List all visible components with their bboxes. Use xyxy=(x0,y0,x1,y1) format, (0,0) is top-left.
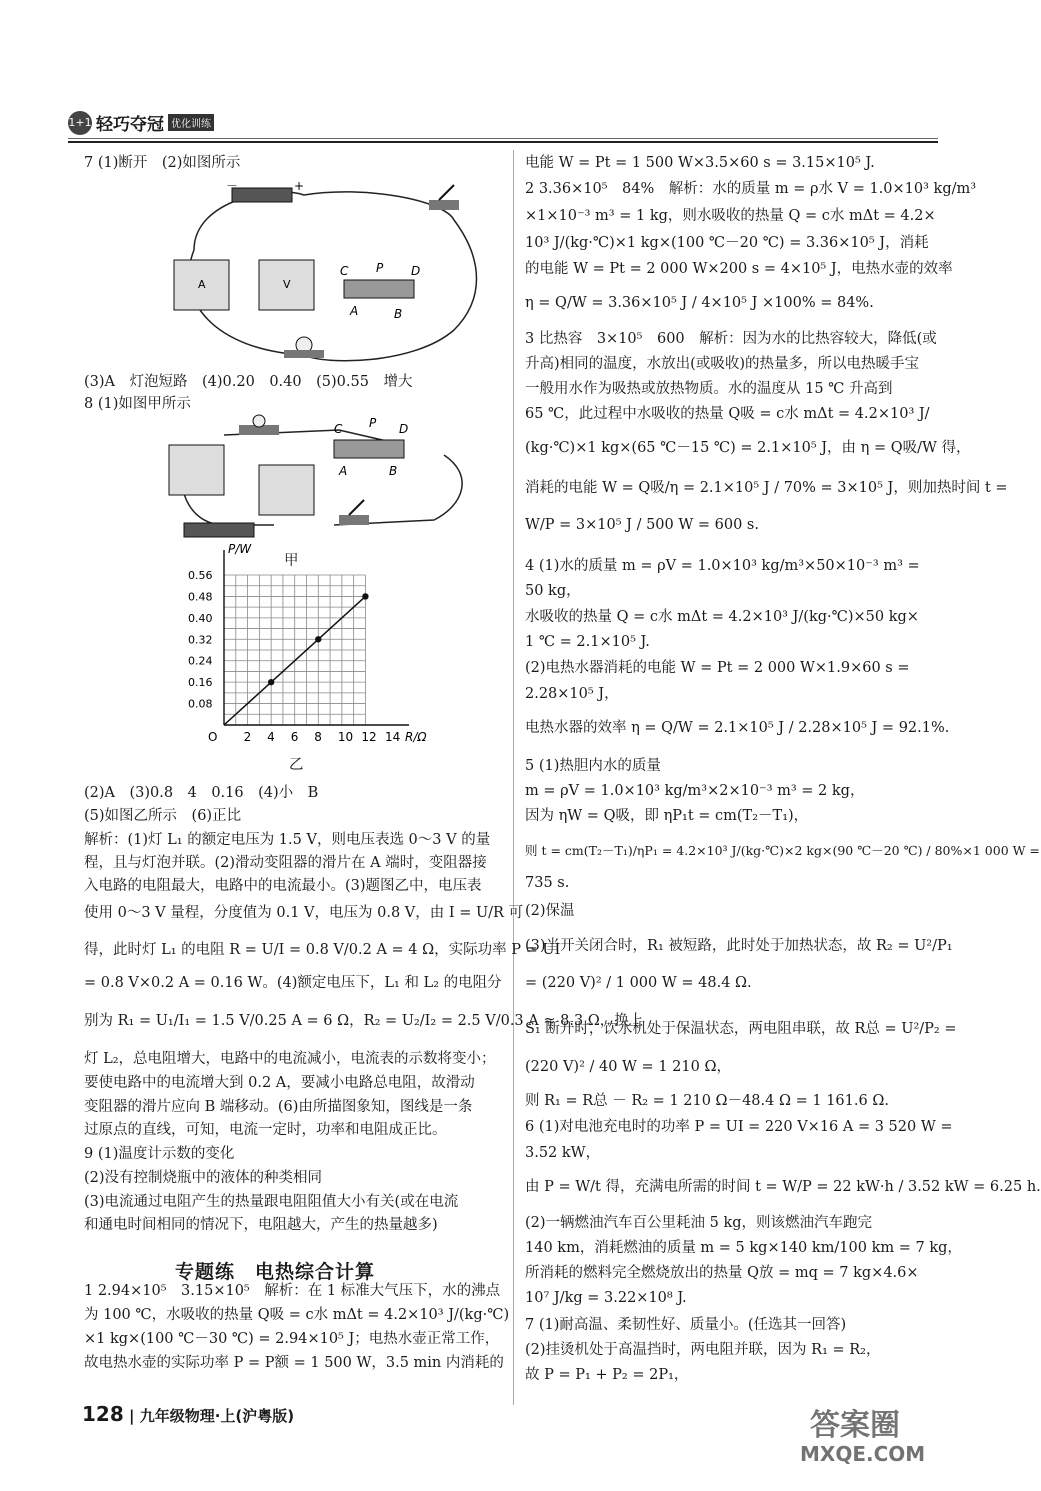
r-line34: 由 P = W/t 得，充满电所需的时间 t = W/P = 22 kW·h / 3.52 kW = 6.25 h. xyxy=(525,1179,1041,1195)
r-line2: 2 3.36×10⁵ 84% 解析：水的质量 m = ρ水 V = 1.0×10³ kg/m³ xyxy=(525,181,977,197)
figure-jia-caption: 甲 xyxy=(284,553,299,569)
r-line10: 65 ℃，此过程中水吸收的热量 Q吸 = c水 mΔt = 4.2×10³ J/ xyxy=(525,406,930,422)
book-title: 九年级物理·上(沪粤版) xyxy=(139,1407,295,1425)
r-line3: ×1×10⁻³ m³ = 1 kg，则水吸收的热量 Q = c水 mΔt = 4.2× xyxy=(525,208,936,224)
logo-icon: 1+1 xyxy=(68,111,92,135)
rheostat8-label-d: D xyxy=(399,422,409,436)
page-number: 128 xyxy=(82,1402,124,1426)
r-line9: 一般用水作为吸热或放热物质。水的温度从 15 ℃ 升高到 xyxy=(525,381,893,397)
x-tick-label: 12 xyxy=(361,730,377,744)
r-line7: 3 比热容 3×10⁵ 600 解析：因为水的比热容较大，降低(或 xyxy=(525,331,937,347)
r-line30: (220 V)² / 40 W = 1 210 Ω， xyxy=(525,1059,731,1075)
voltmeter-icon-8 xyxy=(259,465,314,515)
r-line12: 消耗的电能 W = Q吸/η = 2.1×10⁵ J / 70% = 3×10⁵ J，则加热时间 t = xyxy=(525,480,1008,496)
rheostat8-label-p: P xyxy=(369,416,377,430)
column-divider xyxy=(513,150,514,1405)
r-line33: 3.52 kW， xyxy=(525,1145,601,1161)
analysis-8-line1: 解析：(1)灯 L₁ 的额定电压为 1.5 V，则电压表选 0～3 V 的量 xyxy=(84,832,491,848)
r-line28: = (220 V)² / 1 000 W = 48.4 Ω. xyxy=(525,975,752,991)
circuit-diagram-8 xyxy=(164,415,484,545)
r-line41: 故 P = P₁ + P₂ = 2P₁， xyxy=(525,1367,689,1383)
r-line27: (3)当开关闭合时，R₁ 被短路，此时处于加热状态，故 R₂ = U²/P₁ xyxy=(525,938,953,954)
header-rule xyxy=(68,138,938,139)
analysis-8-line9: 要使电路中的电流增大到 0.2 A，要减小电路总电阻，故滑动 xyxy=(84,1075,475,1091)
y-axis-label: P/W xyxy=(228,542,252,556)
voltmeter-label: V xyxy=(283,278,291,291)
topic1-line3: ×1 kg×(100 ℃－30 ℃) = 2.94×10⁵ J；电热水壶正常工作， xyxy=(84,1331,500,1347)
switch-icon-8 xyxy=(339,515,369,525)
r-line35: (2)一辆燃油汽车百公里耗油 5 kg，则该燃油汽车跑完 xyxy=(525,1215,873,1231)
rheostat8-label-c: C xyxy=(334,422,343,436)
analysis-8-line6: = 0.8 V×0.2 A = 0.16 W。(4)额定电压下，L₁ 和 L₂ 的电阻分 xyxy=(84,975,502,991)
answer-9-line1: 9 (1)温度计示数的变化 xyxy=(84,1146,235,1162)
r-line36: 140 km，消耗燃油的质量 m = 5 kg×140 km/100 km = 7 kg， xyxy=(525,1240,962,1256)
r-line20: 电热水器的效率 η = Q/W = 2.1×10⁵ J / 2.28×10⁵ J = 92.1%. xyxy=(525,720,950,736)
answer-8-line1: 8 (1)如图甲所示 xyxy=(84,396,191,412)
r-line25: 735 s. xyxy=(525,875,570,891)
series-logo xyxy=(68,110,214,135)
r-line21: 5 (1)热胆内水的质量 xyxy=(525,758,661,774)
answer-9-line4: 和通电时间相同的情况下，电阻越大，产生的热量越多) xyxy=(84,1217,438,1233)
r-line4: 10³ J/(kg·℃)×1 kg×(100 ℃－20 ℃) = 3.36×10⁵ J，消耗 xyxy=(525,235,929,251)
circuit-diagram-7 xyxy=(154,180,484,370)
rheostat8-label-b: B xyxy=(389,464,398,478)
r-line29: S₁ 断开时，饮水机处于保温状态，两电阻串联，故 R总 = U²/P₂ = xyxy=(525,1021,957,1037)
topic1-line4: 故电热水壶的实际功率 P = P额 = 1 500 W，3.5 min 内消耗的 xyxy=(84,1355,504,1371)
r-line22: m = ρV = 1.0×10³ kg/m³×2×10⁻³ m³ = 2 kg， xyxy=(525,783,865,799)
r-line23: 因为 ηW = Q吸，即 ηP₁t = cm(T₂－T₁)， xyxy=(525,808,809,824)
r-line5: 的电能 W = Pt = 2 000 W×200 s = 4×10⁵ J，电热水壶的效率 xyxy=(525,261,953,277)
r-line14: 4 (1)水的质量 m = ρV = 1.0×10³ kg/m³×50×10⁻³ m³ = xyxy=(525,558,920,574)
chart-marks xyxy=(224,593,369,725)
answer-7-line1: 7 (1)断开 (2)如图所示 xyxy=(84,155,241,171)
x-tick-label: O xyxy=(208,730,218,744)
answer-8-line3: (5)如图乙所示 (6)正比 xyxy=(84,808,242,824)
power-resistance-chart xyxy=(184,542,427,760)
battery-icon xyxy=(232,188,292,202)
x-tick-label: 10 xyxy=(337,730,354,744)
r-line6: η = Q/W = 3.36×10⁵ J / 4×10⁵ J ×100% = 84%. xyxy=(525,295,874,311)
analysis-8-line11: 过原点的直线，可知，电流一定时，功率和电阻成正比。 xyxy=(84,1122,447,1138)
header-rule-thick xyxy=(68,141,938,143)
analysis-8-line8: 灯 L₂，总电阻增大，电路中的电流减小，电流表的示数将变小； xyxy=(84,1051,496,1067)
battery-minus: － xyxy=(226,179,239,193)
analysis-8-line5: 得，此时灯 L₁ 的电阻 R = U/I = 0.8 V/0.2 A = 4 Ω，实际功率 P = UI xyxy=(84,942,561,958)
topic1-line2: 为 100 ℃，水吸收的热量 Q吸 = c水 mΔt = 4.2×10³ J/(kg·℃) xyxy=(84,1307,510,1323)
answer-9-line3: (3)电流通过电阻产生的热量跟电阻阻值大小有关(或在电流 xyxy=(84,1194,459,1210)
r-line40: (2)挂烫机处于高温挡时，两电阻并联，因为 R₁ = R₂， xyxy=(525,1342,881,1358)
footer-divider: | xyxy=(128,1407,135,1425)
rheostat8-label-a: A xyxy=(339,464,348,478)
section-title: 专题练 电热综合计算 xyxy=(175,1261,376,1283)
r-line1: 电能 W = Pt = 1 500 W×3.5×60 s = 3.15×10⁵ J. xyxy=(525,155,875,171)
chart-ticks xyxy=(188,569,400,744)
data-point xyxy=(315,636,321,642)
r-line16: 水吸收的热量 Q = c水 mΔt = 4.2×10³ J/(kg·℃)×50 kg× xyxy=(525,609,919,625)
rheostat-label-d: D xyxy=(411,264,421,278)
series-subtitle: 优化训练 xyxy=(168,114,214,131)
y-tick-label: 0.56 xyxy=(188,569,213,582)
y-tick-label: 0.32 xyxy=(188,633,213,647)
y-tick-label: 0.16 xyxy=(188,676,213,690)
ammeter-icon-8 xyxy=(169,445,224,495)
x-tick-label: 2 xyxy=(243,730,252,744)
x-tick-label: 4 xyxy=(267,730,275,744)
answer-7-line2: (3)A 灯泡短路 (4)0.20 0.40 (5)0.55 增大 xyxy=(84,374,413,390)
answer-9-line2: (2)没有控制烧瓶中的液体的种类相同 xyxy=(84,1170,323,1186)
r-line13: W/P = 3×10⁵ J / 500 W = 600 s. xyxy=(525,517,759,533)
analysis-8-line4: 使用 0～3 V 量程，分度值为 0.1 V，电压为 0.8 V，由 I = U/R 可 xyxy=(84,905,524,921)
r-line17: 1 ℃ = 2.1×10⁵ J. xyxy=(525,634,650,650)
ammeter-label: A xyxy=(198,278,206,291)
r-line15: 50 kg， xyxy=(525,583,581,599)
topic1-line1: 1 2.94×10⁵ 3.15×10⁵ 解析：在 1 标准大气压下，水的沸点 xyxy=(84,1283,501,1299)
r-line11: (kg·℃)×1 kg×(65 ℃－15 ℃) = 2.1×10⁵ J，由 η = Q吸/W 得， xyxy=(525,440,971,456)
y-tick-label: 0.24 xyxy=(188,654,213,668)
r-line38: 10⁷ J/kg = 3.22×10⁸ J. xyxy=(525,1290,687,1306)
battery-icon-8 xyxy=(184,523,254,537)
r-line19: 2.28×10⁵ J， xyxy=(525,686,619,702)
r-line32: 6 (1)对电池充电时的功率 P = UI = 220 V×16 A = 3 520 W = xyxy=(525,1119,953,1135)
page-footer xyxy=(82,1402,294,1426)
x-tick-label: 14 xyxy=(385,730,401,744)
rheostat-label-b: B xyxy=(394,307,403,321)
switch-icon xyxy=(429,200,459,210)
chart-axes xyxy=(224,542,427,744)
r-line39: 7 (1)耐高温、柔韧性好、质量小。(任选其一回答) xyxy=(525,1317,847,1333)
r-line37: 所消耗的燃料完全燃烧放出的热量 Q放 = mq = 7 kg×4.6× xyxy=(525,1265,919,1281)
rheostat-label-p: P xyxy=(376,261,384,275)
y-tick-label: 0.08 xyxy=(188,697,213,711)
x-tick-label: 6 xyxy=(290,730,299,744)
answer-8-line2: (2)A (3)0.8 4 0.16 (4)小 B xyxy=(84,785,319,801)
analysis-8-line2: 程，且与灯泡并联。(2)滑动变阻器的滑片在 A 端时，变阻器接 xyxy=(84,855,487,871)
data-point xyxy=(362,593,368,599)
data-point xyxy=(268,679,274,685)
rheostat-icon xyxy=(344,280,414,298)
rheostat-icon-8 xyxy=(334,440,404,458)
y-tick-label: 0.40 xyxy=(188,611,213,625)
analysis-8-line10: 变阻器的滑片应向 B 端移动。(6)由所描图象知，图线是一条 xyxy=(84,1099,473,1115)
r-line8: 升高)相同的温度，水放出(或吸收)的热量多，所以电热暖手宝 xyxy=(525,356,919,372)
watermark-url: MXQE.COM xyxy=(800,1442,926,1466)
page-header xyxy=(68,110,938,150)
r-line26: (2)保温 xyxy=(525,903,575,919)
watermark-logo: 答案圈 xyxy=(810,1408,900,1443)
r-line31: 则 R₁ = R总 － R₂ = 1 210 Ω－48.4 Ω = 1 161.6 Ω. xyxy=(525,1093,889,1109)
chart-grid xyxy=(224,575,365,725)
rheostat-label-a: A xyxy=(350,304,359,318)
rheostat-label-c: C xyxy=(340,264,349,278)
r-line24: 则 t = cm(T₂－T₁)/ηP₁ = 4.2×10³ J/(kg·℃)×2 kg×(90 ℃－20 ℃) / 80%×1 000 W = xyxy=(525,843,1040,858)
figure-yi-caption: 乙 xyxy=(289,757,304,773)
x-tick-label: 8 xyxy=(314,730,322,744)
analysis-8-line7: 别为 R₁ = U₁/I₁ = 1.5 V/0.25 A = 6 Ω，R₂ = U₂/I₂ = 2.5 V/0.3 A ≈ 8.3 Ω，换上 xyxy=(84,1013,644,1029)
x-axis-label: R/Ω xyxy=(405,730,427,744)
series-title: 轻巧夺冠 xyxy=(96,115,164,135)
analysis-8-line3: 入电路的电阻最大，电路中的电流最小。(3)题图乙中，电压表 xyxy=(84,878,482,894)
y-tick-label: 0.48 xyxy=(188,590,213,604)
battery-plus: + xyxy=(294,179,305,193)
r-line18: (2)电热水器消耗的电能 W = Pt = 2 000 W×1.9×60 s = xyxy=(525,660,910,676)
